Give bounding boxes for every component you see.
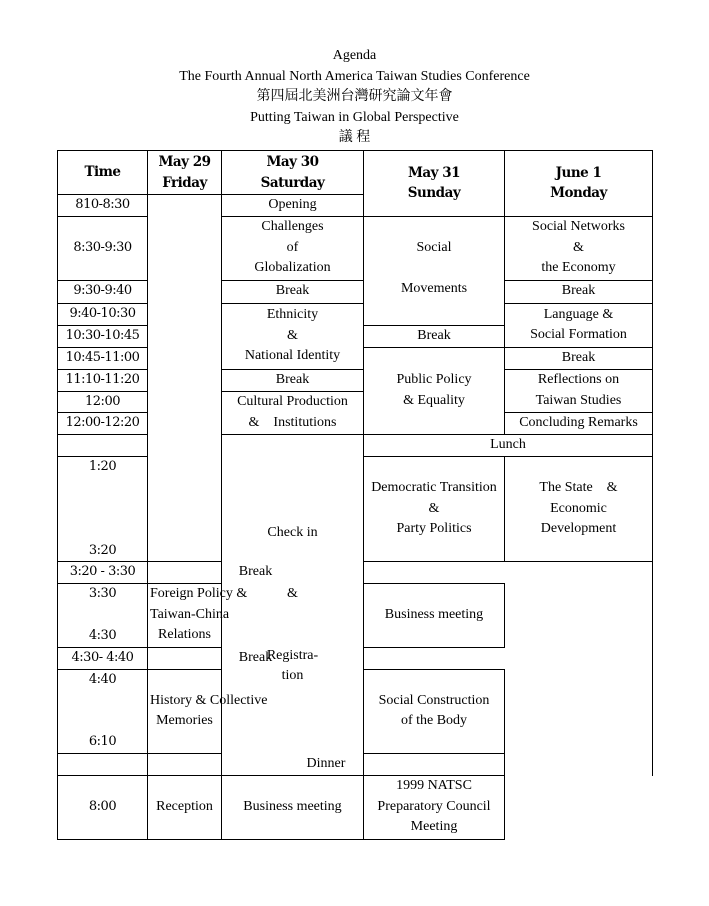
- agenda-header: [0, 46, 709, 149]
- time-cell: 11:10-11:20: [58, 369, 148, 391]
- session-break: Break: [222, 280, 364, 303]
- session-break: Break: [364, 325, 505, 347]
- session-break: Break: [148, 647, 364, 669]
- time-cell: 4:30- 4:40: [58, 647, 148, 669]
- may29-morning-empty: [148, 195, 222, 562]
- session-break: Break: [505, 347, 653, 369]
- time-cell-empty: [58, 753, 148, 775]
- conference-theme: Putting Taiwan in Global Perspective: [250, 109, 459, 125]
- column-header-time: Time: [58, 151, 148, 195]
- table-row: [58, 562, 653, 584]
- table-row: [58, 280, 653, 303]
- session-dinner: Dinner: [148, 753, 505, 775]
- agenda-title: Agenda: [332, 48, 377, 63]
- session-cultural-production: Cultural Production & Institutions: [222, 391, 364, 435]
- table-row: [58, 775, 653, 839]
- time-cell: 12:00-12:20: [58, 413, 148, 435]
- session-break: Break: [505, 280, 653, 303]
- session-social-networks: Social Networks & the Economy: [505, 216, 653, 280]
- conference-title: The Fourth Annual North America Taiwan Studies Conference: [179, 68, 530, 84]
- session-break: Break: [148, 562, 364, 584]
- session-check-in-registration: Check in & Registra- tion: [222, 435, 364, 776]
- time-cell-empty: [58, 435, 148, 457]
- table-row: [58, 753, 653, 775]
- conference-title-chinese: 第四屆北美洲台灣研究論文年會: [256, 89, 453, 104]
- session-history-collective-memories: History & Collective Memories: [148, 669, 222, 753]
- table-row: [58, 647, 653, 669]
- session-social-construction-body: Social Construction of the Body: [364, 669, 505, 753]
- column-header-may31: May 31 Sunday: [364, 151, 505, 217]
- time-cell: 8:30-9:30: [58, 216, 148, 280]
- time-cell: 4:40 6:10: [58, 669, 148, 753]
- time-cell: 8:00: [58, 775, 148, 839]
- session-business-meeting: Business meeting: [364, 583, 505, 647]
- time-cell: 1:20 3:20: [58, 457, 148, 562]
- time-cell: 3:30 4:30: [58, 583, 148, 647]
- table-row: [58, 216, 653, 280]
- session-opening: Opening: [222, 195, 364, 217]
- session-break: Break: [222, 369, 364, 391]
- session-lunch: Lunch: [364, 435, 653, 457]
- agenda-table: [57, 150, 653, 840]
- session-reflections-taiwan-studies: Reflections on Taiwan Studies: [505, 369, 653, 413]
- table-row: [58, 369, 653, 391]
- time-cell: 12:00: [58, 391, 148, 413]
- table-row: [58, 303, 653, 325]
- session-reception: Reception: [148, 775, 222, 839]
- time-cell: 10:30-10:45: [58, 325, 148, 347]
- column-header-may30: May 30 Saturday: [222, 151, 364, 195]
- time-cell: 810-8:30: [58, 195, 148, 217]
- session-democratic-transition: Democratic Transition & Party Politics: [364, 457, 505, 562]
- time-cell: 3:20 - 3:30: [58, 562, 148, 584]
- time-cell: 10:45-11:00: [58, 347, 148, 369]
- session-concluding-remarks: Concluding Remarks: [505, 413, 653, 435]
- session-foreign-policy: Foreign Policy & Taiwan-China Relations: [148, 583, 222, 647]
- time-cell: 9:30-9:40: [58, 280, 148, 303]
- session-ethnicity-national-identity: Ethnicity & National Identity: [222, 303, 364, 369]
- column-header-may29: May 29 Friday: [148, 151, 222, 195]
- session-social-movements: Social Movements: [364, 216, 505, 325]
- time-cell: 9:40-10:30: [58, 303, 148, 325]
- session-language-social-formation: Language & Social Formation: [505, 303, 653, 347]
- column-header-june1: June 1 Monday: [505, 151, 653, 217]
- session-natsc-preparatory-council: 1999 NATSC Preparatory Council Meeting: [364, 775, 505, 839]
- table-header-row: [58, 151, 653, 195]
- table-row: [58, 435, 653, 457]
- session-state-economic-development: The State & Economic Development: [505, 457, 653, 562]
- session-public-policy-equality: Public Policy & Equality: [364, 347, 505, 435]
- session-business-meeting: Business meeting: [222, 775, 364, 839]
- session-challenges-of-globalization: Challenges of Globalization: [222, 216, 364, 280]
- agenda-title-chinese: 議 程: [338, 130, 371, 145]
